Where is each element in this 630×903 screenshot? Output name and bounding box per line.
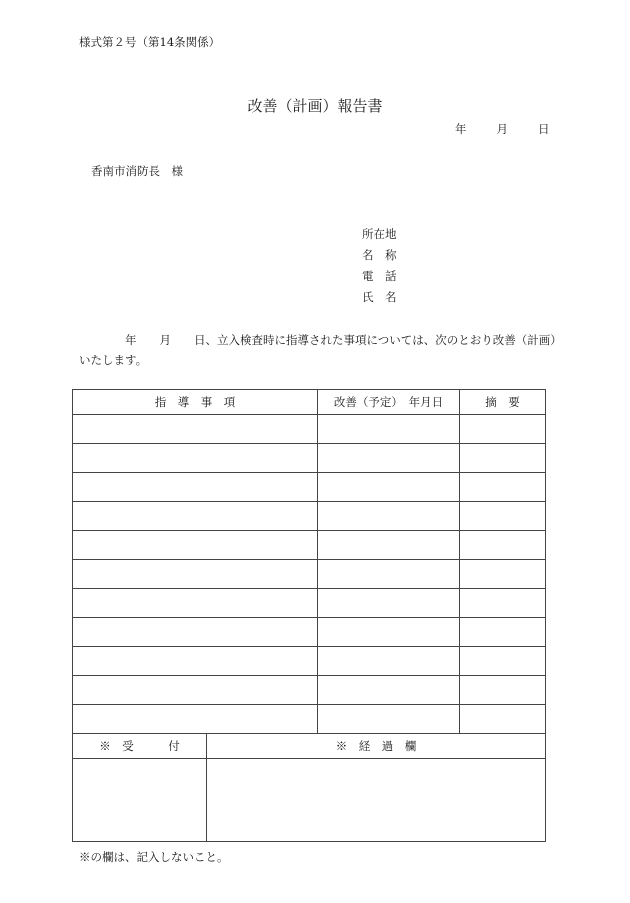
- guidance-table: [72, 389, 546, 734]
- table-row: [73, 618, 546, 647]
- form-number: 様式第２号（第14条関係）: [79, 35, 221, 49]
- remarks-cell[interactable]: [460, 618, 546, 647]
- improvement-date-cell[interactable]: [318, 705, 460, 734]
- applicant-person-label: 氏 名: [362, 290, 397, 304]
- receipt-cell: [73, 759, 207, 842]
- intro-text: 年 月 日、立入検査時に指導された事項については、次のとおり改善（計画）いたします。: [79, 333, 557, 367]
- applicant-phone-label: 電 話: [362, 269, 397, 283]
- guidance-item-cell[interactable]: [73, 502, 318, 531]
- guidance-table-body: [73, 415, 546, 734]
- date-line: [455, 121, 550, 137]
- remarks-cell[interactable]: [460, 415, 546, 444]
- guidance-item-cell[interactable]: [73, 647, 318, 676]
- guidance-item-cell[interactable]: [73, 705, 318, 734]
- guidance-item-cell[interactable]: [73, 531, 318, 560]
- table-row: [73, 502, 546, 531]
- guidance-item-cell[interactable]: [73, 560, 318, 589]
- remarks-cell[interactable]: [460, 647, 546, 676]
- table-row: [73, 473, 546, 502]
- remarks-cell[interactable]: [460, 502, 546, 531]
- remarks-cell[interactable]: [460, 676, 546, 705]
- improvement-date-cell[interactable]: [318, 618, 460, 647]
- header-remarks: 摘 要: [460, 390, 546, 415]
- remarks-cell[interactable]: [460, 473, 546, 502]
- progress-header: ※ 経 過 欄: [207, 734, 546, 759]
- document-title: 改善（計画）報告書: [247, 97, 383, 115]
- remarks-cell[interactable]: [460, 560, 546, 589]
- office-use-table: [72, 733, 546, 842]
- remarks-cell[interactable]: [460, 444, 546, 473]
- remarks-cell[interactable]: [460, 589, 546, 618]
- date-year-label: 年: [455, 122, 467, 136]
- table-row: [73, 589, 546, 618]
- date-month-label: 月: [496, 122, 508, 136]
- guidance-item-cell[interactable]: [73, 589, 318, 618]
- table-row: [73, 415, 546, 444]
- table-row: [73, 444, 546, 473]
- improvement-date-cell[interactable]: [318, 676, 460, 705]
- improvement-date-cell[interactable]: [318, 502, 460, 531]
- table-row: [73, 676, 546, 705]
- improvement-date-cell[interactable]: [318, 647, 460, 676]
- table-row: [73, 531, 546, 560]
- remarks-cell[interactable]: [460, 705, 546, 734]
- guidance-item-cell[interactable]: [73, 676, 318, 705]
- guidance-item-cell[interactable]: [73, 415, 318, 444]
- header-guidance-items: 指 導 事 項: [73, 390, 318, 415]
- improvement-date-cell[interactable]: [318, 415, 460, 444]
- guidance-item-cell[interactable]: [73, 618, 318, 647]
- footnote: ※の欄は、記入しないこと。: [79, 850, 229, 864]
- table-row: [73, 705, 546, 734]
- applicant-name-label: 名 称: [362, 248, 397, 262]
- improvement-date-cell[interactable]: [318, 560, 460, 589]
- addressee: 香南市消防長 様: [91, 164, 183, 178]
- table-row: [73, 560, 546, 589]
- improvement-date-cell[interactable]: [318, 531, 460, 560]
- guidance-item-cell[interactable]: [73, 444, 318, 473]
- guidance-table-header: [73, 390, 546, 415]
- receipt-header: ※ 受 付: [73, 734, 207, 759]
- improvement-date-cell[interactable]: [318, 589, 460, 618]
- date-day-label: 日: [538, 122, 550, 136]
- header-improvement-date: 改善（予定） 年月日: [318, 390, 460, 415]
- table-row: [73, 647, 546, 676]
- improvement-date-cell[interactable]: [318, 444, 460, 473]
- improvement-date-cell[interactable]: [318, 473, 460, 502]
- applicant-address-label: 所在地: [362, 227, 397, 241]
- remarks-cell[interactable]: [460, 531, 546, 560]
- progress-cell: [207, 759, 546, 842]
- guidance-item-cell[interactable]: [73, 473, 318, 502]
